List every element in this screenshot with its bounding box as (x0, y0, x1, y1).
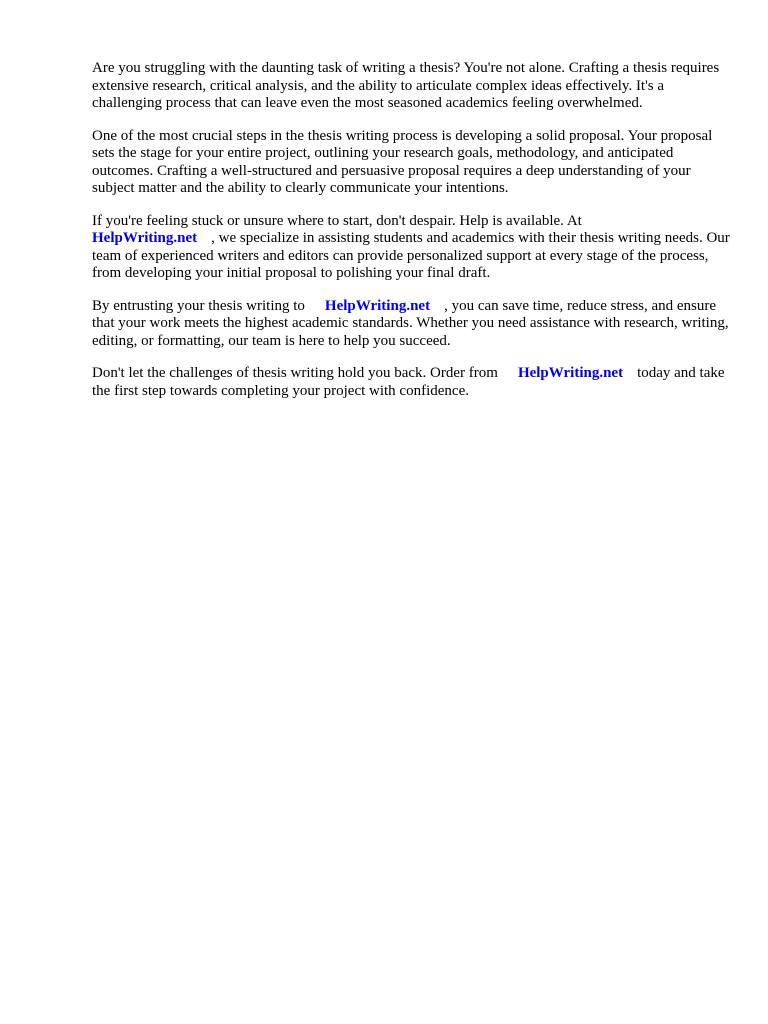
paragraph-entrust (92, 298, 732, 351)
helpwriting-link[interactable]: HelpWriting.net (92, 230, 198, 246)
paragraph-intro: Are you struggling with the daunting task of writing a thesis? You're not alone. Crafting a thesis requires extensive research, critical analysis, and the ability to articulate complex ideas effectively. It's a challenging process that can leave even the most seasoned academics feeling overwhelmed. (92, 60, 720, 111)
paragraph-order-text-before: Don't let the challenges of thesis writing hold you back. Order from (92, 365, 498, 381)
paragraph-help-text-after: , we specialize in assisting students and academics with their thesis writing needs. Our team of experienced writers and editors can provide personalized support at every stage of the process, from developing your initial proposal to polishing your final draft. (92, 230, 730, 281)
paragraph-proposal: One of the most crucial steps in the thesis writing process is developing a solid proposal. Your proposal sets the stage for your entire project, outlining your research goals, methodology, and anticipated outcomes. Crafting a well-structured and persuasive proposal requires a deep understanding of your subject matter and the ability to clearly communicate your intentions. (92, 127, 713, 196)
helpwriting-link[interactable]: HelpWriting.net (324, 297, 431, 314)
paragraph-entrust-text-before: By entrusting your thesis writing to (92, 297, 305, 314)
paragraph-order (92, 365, 732, 400)
paragraph-order-text-after: today and take the first step towards completing your project with confidence. (92, 365, 725, 399)
helpwriting-link[interactable]: HelpWriting.net (517, 365, 624, 381)
paragraph-entrust-text-after: , you can save time, reduce stress, and ensure that your work meets the highest academic standards. Whether you need assistance with research, writing, editing, or formatting, our team is here to help you succeed. (92, 297, 729, 349)
document-page (92, 60, 732, 415)
paragraph-help-text-before: If you're feeling stuck or unsure where to start, don't despair. Help is available. At (92, 212, 582, 229)
paragraph-help (92, 213, 732, 283)
